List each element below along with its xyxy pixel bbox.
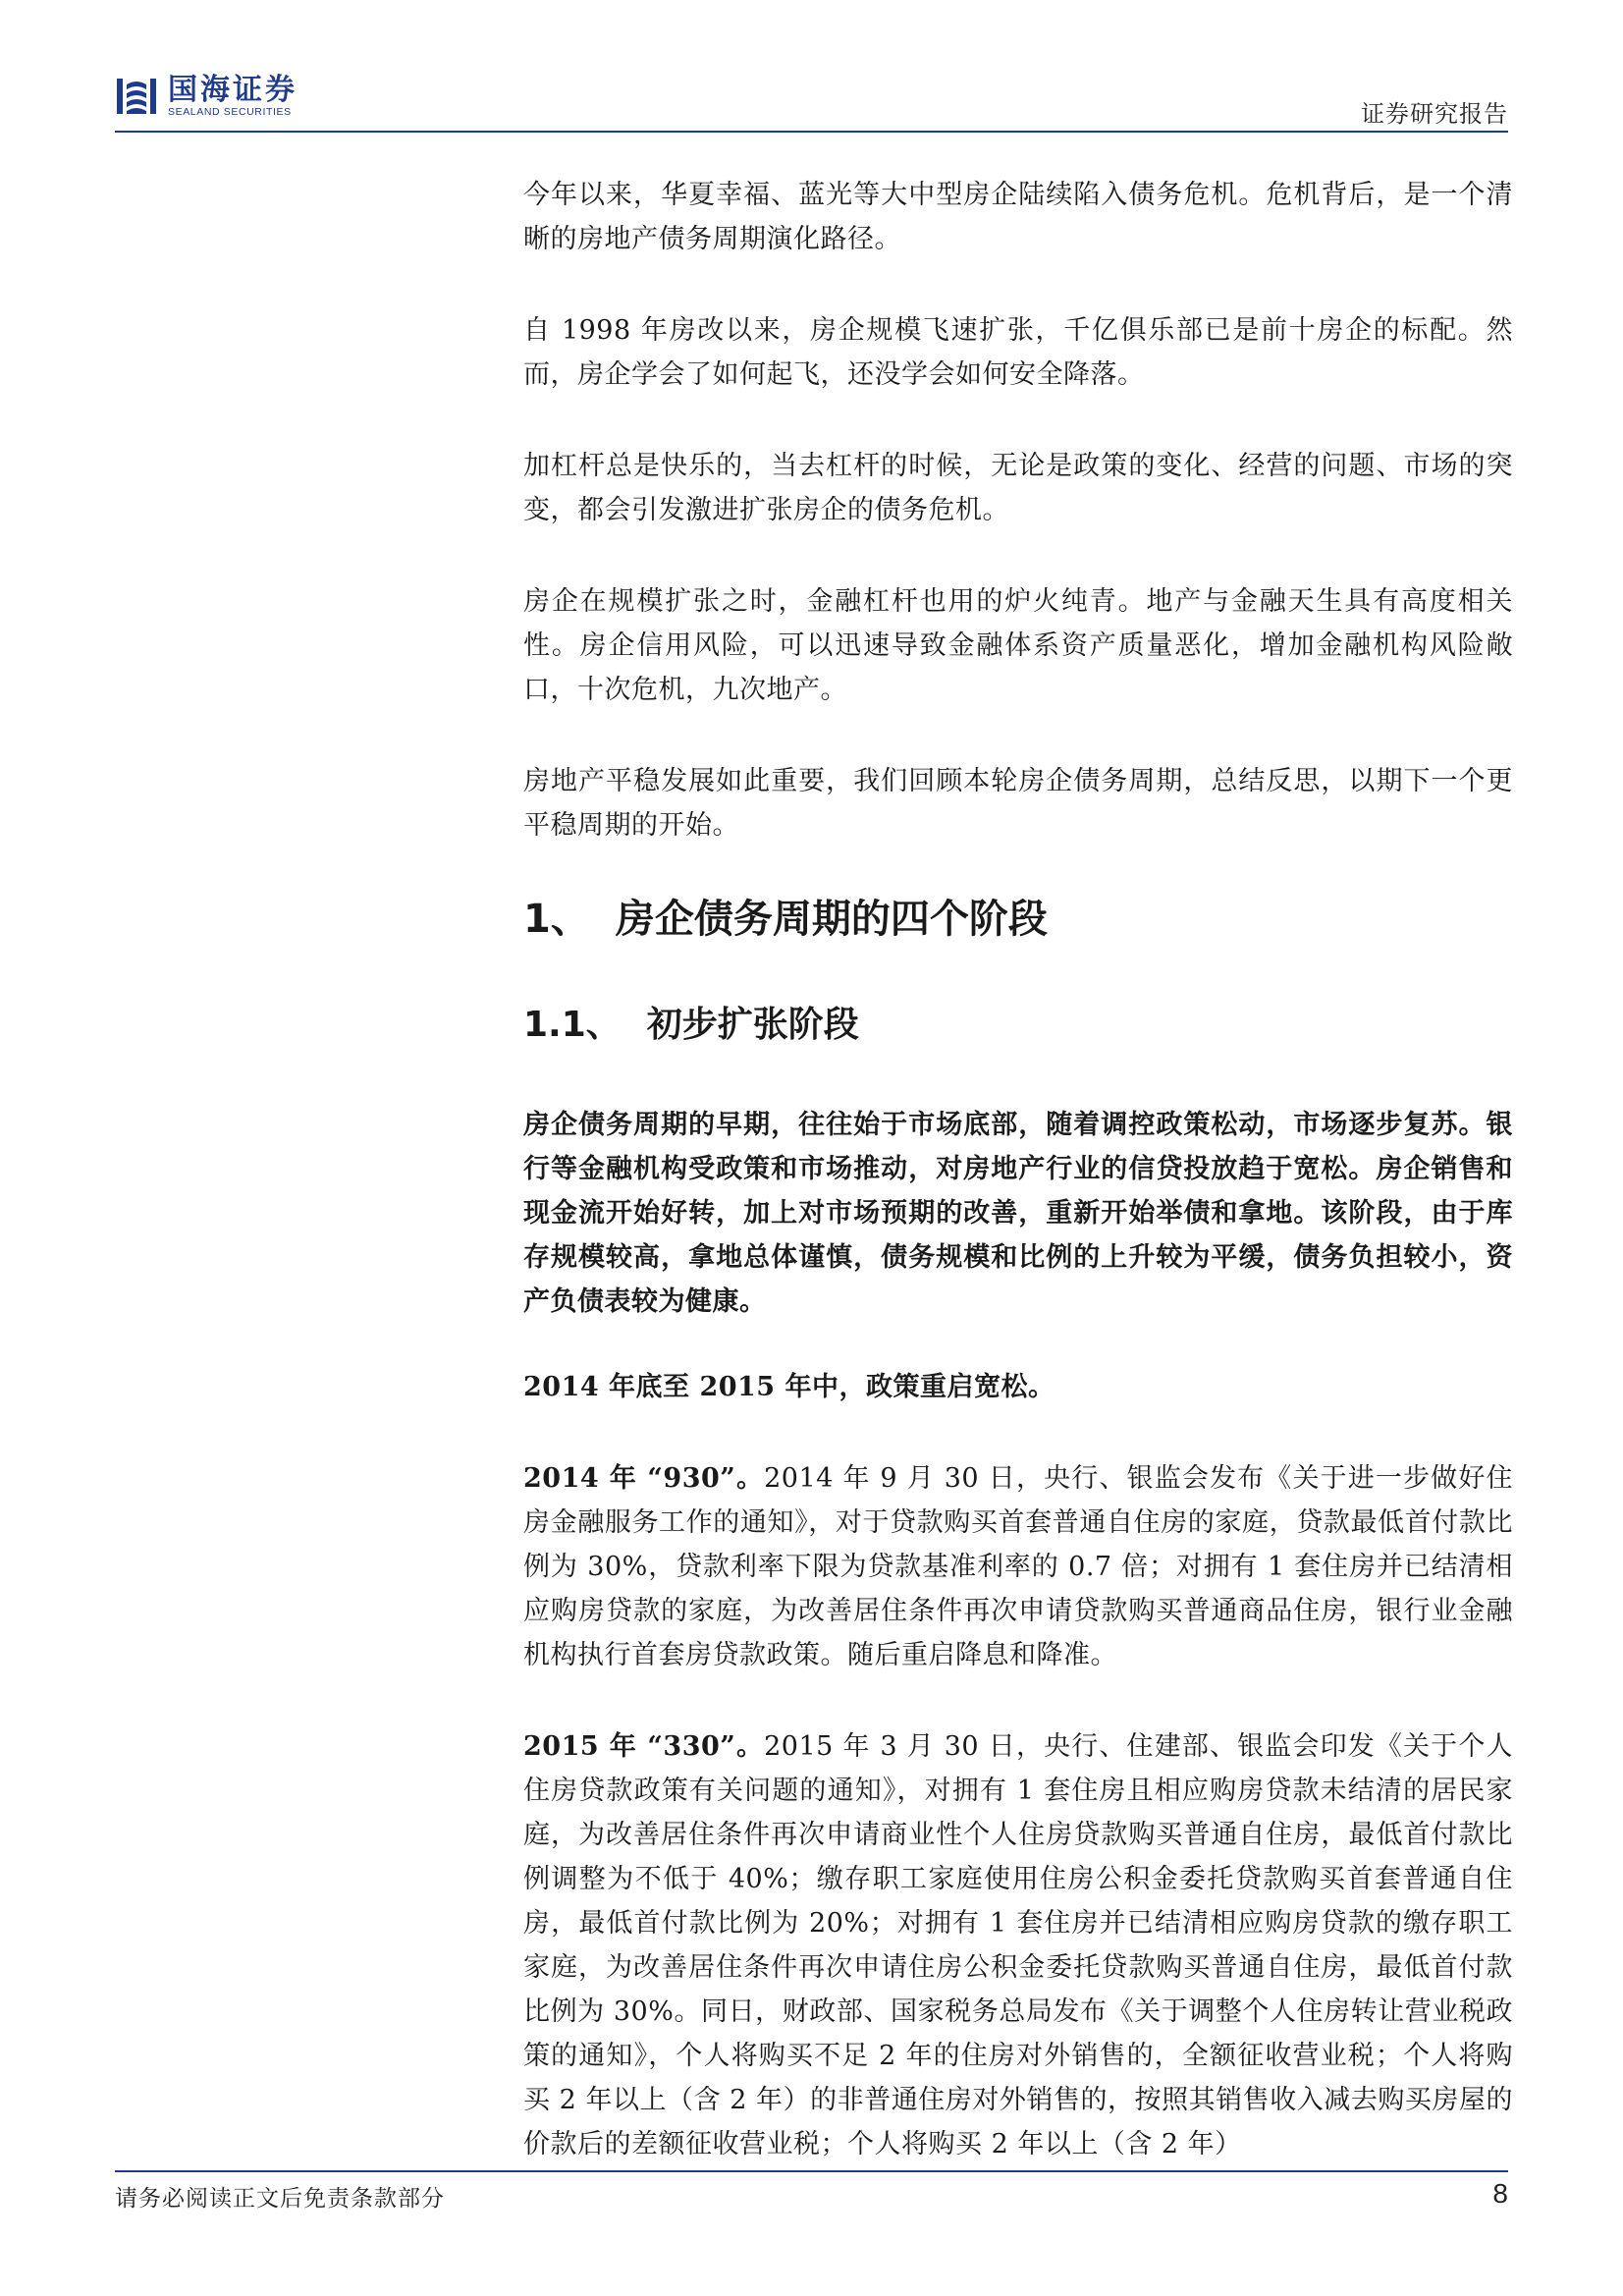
intro-paragraph: 房地产平稳发展如此重要，我们回顾本轮房企债务周期，总结反思，以期下一个更平稳周期的开始。 (523, 766, 1513, 841)
policy-330-label: 2015 年 “330”。 (523, 1731, 765, 1762)
section-title: 房企债务周期的四个阶段 (615, 897, 1048, 942)
intro-paragraph: 今年以来，华夏幸福、蓝光等大中型房企陆续陷入债务危机。危机背后，是一个清晰的房地产债务周期演化路径。 (523, 180, 1513, 254)
intro-paragraph: 加杠杆总是快乐的，当去杠杆的时候，无论是政策的变化、经营的问题、市场的突变，都会引发激进扩张房企的债务危机。 (523, 451, 1513, 525)
footer-divider (115, 2170, 1508, 2172)
header-divider (115, 131, 1508, 133)
subsection-number: 1.1、 (523, 1005, 622, 1045)
policy-930-paragraph (523, 1456, 1513, 1677)
section-number: 1、 (523, 897, 590, 942)
page-header (0, 0, 1623, 137)
report-type-label: 证券研究报告 (1361, 100, 1508, 128)
policy-330-paragraph (523, 1724, 1513, 2166)
policy-330-text: 2015 年 3 月 30 日，央行、住建部、银监会印发《关于个人住房贷款政策有关问题的通知》，对拥有 1 套住房且相应购房贷款未结清的居民家庭，为改善居住条件再次申请商业性个人住房贷款购买普通自住房，最低首付款比例调整为不低于 40%；缴存职工家庭使用住房公积金委托贷款购买首套普通自住房，最低首付款比例为 20%；对拥有 1 套住房并已结清相应购房贷款的缴存职工家庭，为改善居住条件再次申请住房公积金委托贷款购买普通自住房，最低首付款比例为 30%。同日，财政部、国家税务总局发布《关于调整个人住房转让营业税政策的通知》，个人将购买不足 2 年的住房对外销售的，全额征收营业税；个人将购买 2 年以上（含 2 年）的非普通住房对外销售的，按照其销售收入减去购买房屋的价款后的差额征收营业税；个人将购买 2 年以上（含 2 年） (523, 1731, 1513, 2159)
main-content (523, 173, 1513, 2214)
section-heading (523, 895, 1513, 944)
lead-paragraph: 房企债务周期的早期，往往始于市场底部，随着调控政策松动，市场逐步复苏。银行等金融机构受政策和市场推动，对房地产行业的信贷投放趋于宽松。房企销售和现金流开始好转，加上对市场预期的改善，重新开始举债和拿地。该阶段，由于库存规模较高，拿地总体谨慎，债务规模和比例的上升较为平缓，债务负担较小，资产负债表较为健康。 (523, 1110, 1513, 1317)
intro-paragraph: 自 1998 年房改以来，房企规模飞速扩张，千亿俱乐部已是前十房企的标配。然而，房企学会了如何起飞，还没学会如何安全降落。 (523, 315, 1513, 390)
company-logo (115, 73, 298, 120)
subsection-heading (523, 1003, 1513, 1048)
policy-930-label: 2014 年 “930”。 (523, 1463, 765, 1494)
sealand-logo-icon (115, 75, 158, 118)
period-heading: 2014 年底至 2015 年中，政策重启宽松。 (523, 1372, 1055, 1402)
page-number: 8 (1492, 2178, 1508, 2209)
intro-paragraph: 房企在规模扩张之时，金融杠杆也用的炉火纯青。地产与金融天生具有高度相关性。房企信用风险，可以迅速导致金融体系资产质量恶化，增加金融机构风险敞口，十次危机，九次地产。 (523, 586, 1513, 705)
logo-chinese-name: 国海证券 (168, 73, 298, 107)
policy-930-text: 2014 年 9 月 30 日，央行、银监会发布《关于进一步做好住房金融服务工作的通知》，对于贷款购买首套普通自住房的家庭，贷款最低首付款比例为 30%，贷款利率下限为贷款基准利率的 0.7 倍；对拥有 1 套住房并已结清相应购房贷款的家庭，为改善居住条件再次申请贷款购买普通商品住房，银行业金融机构执行首套房贷款政策。随后重启降息和降准。 (523, 1463, 1513, 1670)
logo-english-name: SEALAND SECURITIES (168, 106, 292, 118)
subsection-title: 初步扩张阶段 (646, 1005, 859, 1045)
disclaimer-note: 请务必阅读正文后免责条款部分 (115, 2186, 445, 2212)
